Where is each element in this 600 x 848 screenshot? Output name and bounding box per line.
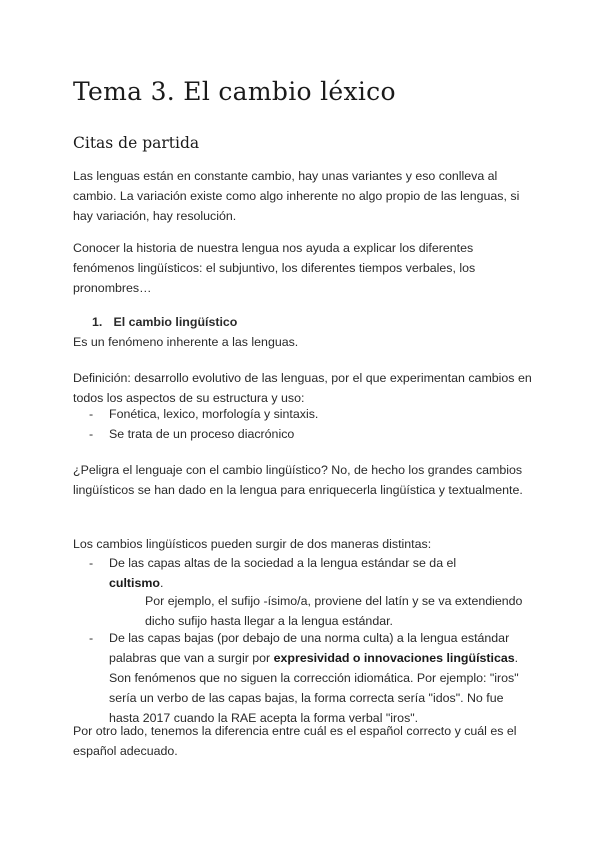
list-item-text: Se trata de un proceso diacrónico	[109, 427, 295, 441]
paragraph-intro: Las lenguas están en constante cambio, hay unas variantes y eso conlleva al cambio. La variación existe como algo inherente no algo propio de las lenguas, si hay variación, hay resolución.	[73, 169, 520, 223]
paragraph-history: Conocer la historia de nuestra lengua nos ayuda a explicar los diferentes fenómenos lingüísticos: el subjuntivo, los diferentes tiempos verbales, los pronombres…	[73, 241, 476, 295]
list-item-text: Fonética, lexico, morfología y sintaxis.	[109, 407, 319, 421]
paragraph-definition: Definición: desarrollo evolutivo de las lenguas, por el que experimentan cambios en todos los aspectos de su estructura y uso:	[73, 371, 532, 405]
dash-bullet-icon: -	[89, 631, 94, 645]
list-item-text: De las capas bajas (por debajo de una norma culta) a la lengua estándar palabras que van a surgir por expresividad o innovaciones lingüísticas. Son fenómenos que no siguen la corrección idiomática. Por ejemplo: "iros" sería un verbo de las capas bajas, la forma correcta sería "idos". No fue hasta 2017 cuando la RAE acepta la forma verbal "iros".	[109, 631, 519, 725]
page-title: Tema 3. El cambio léxico	[73, 77, 396, 106]
section-subtitle: Citas de partida	[73, 134, 200, 152]
list-item-text: De las capas altas de la sociedad a la lengua estándar se da el cultismo.	[109, 556, 457, 590]
dash-bullet-icon: -	[89, 407, 94, 421]
section-number: 1.	[92, 315, 103, 329]
list-item-capas-bajas	[89, 628, 529, 728]
example-sufijo: Por ejemplo, el sufijo -ísimo/a, proviene del latín y se va extendiendo dicho sufijo hasta llegar a la lengua estándar.	[145, 594, 523, 628]
section-heading-text: El cambio lingüístico	[113, 315, 238, 329]
dash-bullet-icon: -	[89, 556, 94, 570]
list-item-cultismo	[89, 553, 529, 593]
paragraph-two-ways: Los cambios lingüísticos pueden surgir de dos maneras distintas:	[73, 537, 432, 551]
paragraph-correcto-adecuado: Por otro lado, tenemos la diferencia entre cuál es el español correcto y cuál es el español adecuado.	[73, 724, 517, 758]
list-item	[89, 424, 529, 444]
dash-bullet-icon: -	[89, 427, 94, 441]
list-item	[89, 404, 529, 424]
paragraph-question: ¿Peligra el lenguaje con el cambio lingüístico? No, de hecho los grandes cambios lingüísticos se han dado en la lengua para enriquecerla lingüística y textualmente.	[73, 463, 523, 497]
section-heading-cambio-linguistico	[92, 312, 237, 332]
paragraph-inherent: Es un fenómeno inherente a las lenguas.	[73, 335, 299, 349]
